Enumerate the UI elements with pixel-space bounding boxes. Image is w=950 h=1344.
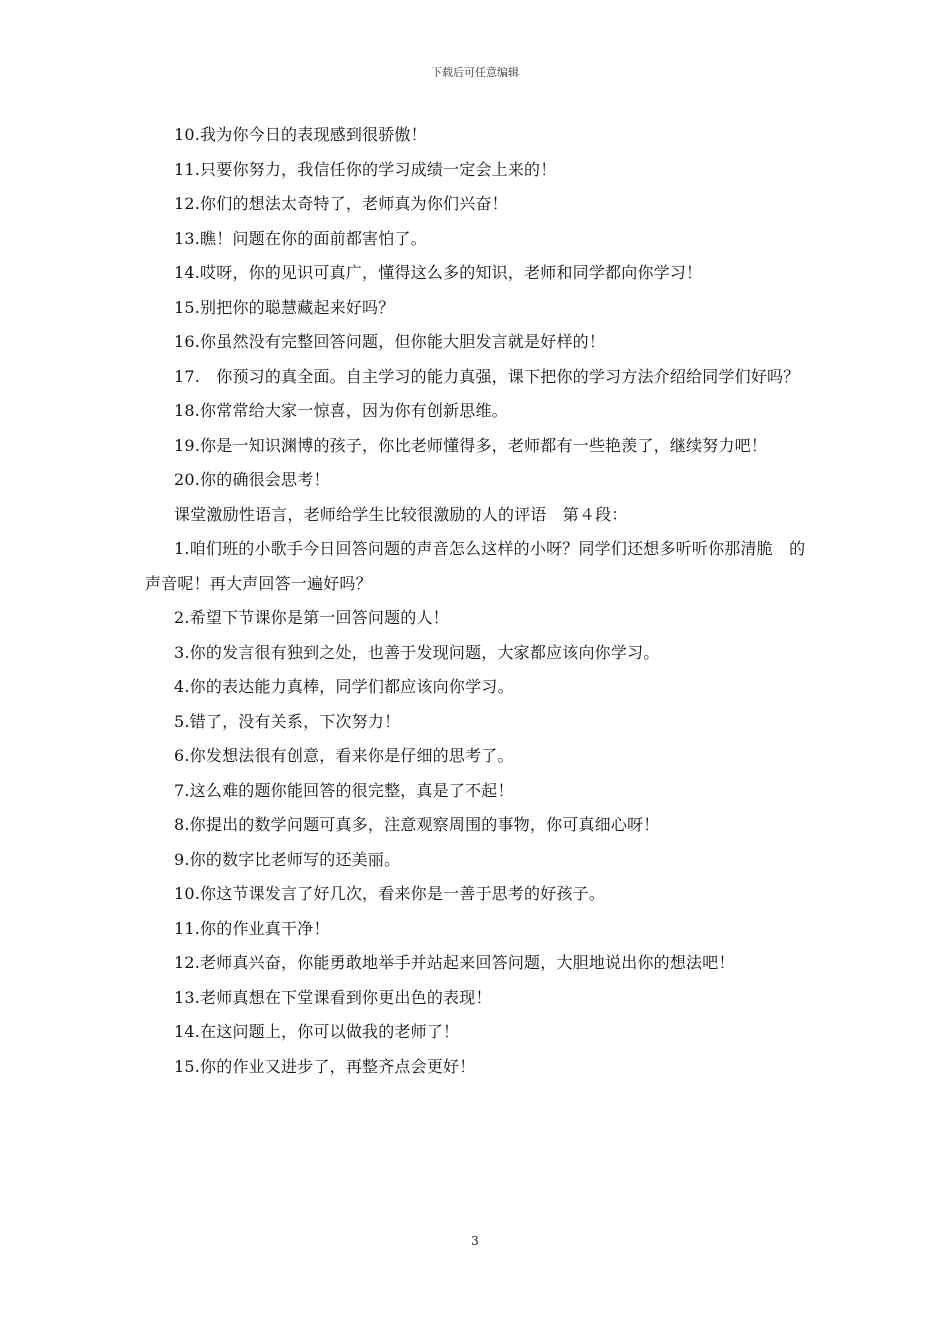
paragraph: 2.希望下节课你是第一回答问题的人！ (174, 608, 449, 627)
paragraph: 1.咱们班的小歌手今日回答问题的声音怎么这样的小呀？同学们还想多听听你那清脆 的声音呢！再大声回答一遍好吗？ (145, 539, 806, 593)
paragraph: 18.你常常给大家一惊喜，因为你有创新思维。 (174, 401, 508, 420)
paragraph: 3.你的发言很有独到之处，也善于发现问题，大家都应该向你学习。 (174, 642, 660, 662)
page-header: 下载后可任意编辑 (431, 66, 519, 79)
paragraph: 16.你虽然没有完整回答问题，但你能大胆发言就是好样的！ (174, 332, 606, 351)
paragraph: 10.你这节课发言了好几次，看来你是一善于思考的好孩子。 (174, 884, 606, 903)
paragraph: 13.老师真想在下堂课看到你更出色的表现！ (174, 987, 492, 1007)
paragraph: 13.瞧！问题在你的面前都害怕了。 (174, 228, 427, 248)
paragraph: 14.哎呀，你的见识可真广，懂得这么多的知识，老师和同学都向你学习！ (174, 263, 703, 282)
paragraph: 4.你的表达能力真棒，同学们都应该向你学习。 (174, 677, 514, 696)
paragraph: 14.在这问题上，你可以做我的老师了！ (174, 1022, 460, 1041)
document-body (145, 118, 810, 1084)
paragraph: 12.老师真兴奋，你能勇敢地举手并站起来回答问题，大胆地说出你的想法吧！ (174, 953, 735, 972)
paragraph: 11.你的作业真干净！ (174, 918, 330, 938)
paragraph: 5.错了，没有关系，下次努力！ (174, 711, 401, 731)
section-heading: 课堂激励性语言，老师给学生比较很激励的人的评语 第４段： (174, 504, 628, 524)
paragraph: 20.你的确很会思考！ (174, 470, 330, 489)
paragraph: 15.别把你的聪慧藏起来好吗？ (174, 297, 395, 317)
paragraph: 17. 你预习的真全面。自主学习的能力真强，课下把你的学习方法介绍给同学们好吗？ (174, 366, 800, 386)
paragraph: 6.你发想法很有创意，看来你是仔细的思考了。 (174, 746, 514, 765)
paragraph: 19.你是一知识渊博的孩子，你比老师懂得多，老师都有一些艳羡了，继续努力吧！ (174, 435, 768, 455)
page-number: 3 (471, 1234, 479, 1248)
paragraph: 12.你们的想法太奇特了，老师真为你们兴奋！ (174, 194, 508, 213)
paragraph: 10.我为你今日的表现感到很骄傲！ (174, 125, 427, 144)
paragraph: 11.只要你努力，我信任你的学习成绩一定会上来的！ (174, 159, 557, 179)
paragraph: 9.你的数字比老师写的还美丽。 (174, 849, 401, 869)
paragraph: 15.你的作业又进步了，再整齐点会更好！ (174, 1056, 476, 1076)
paragraph: 8.你提出的数学问题可真多，注意观察周围的事物，你可真细心呀！ (174, 815, 660, 834)
paragraph: 7.这么难的题你能回答的很完整，真是了不起！ (174, 780, 514, 800)
